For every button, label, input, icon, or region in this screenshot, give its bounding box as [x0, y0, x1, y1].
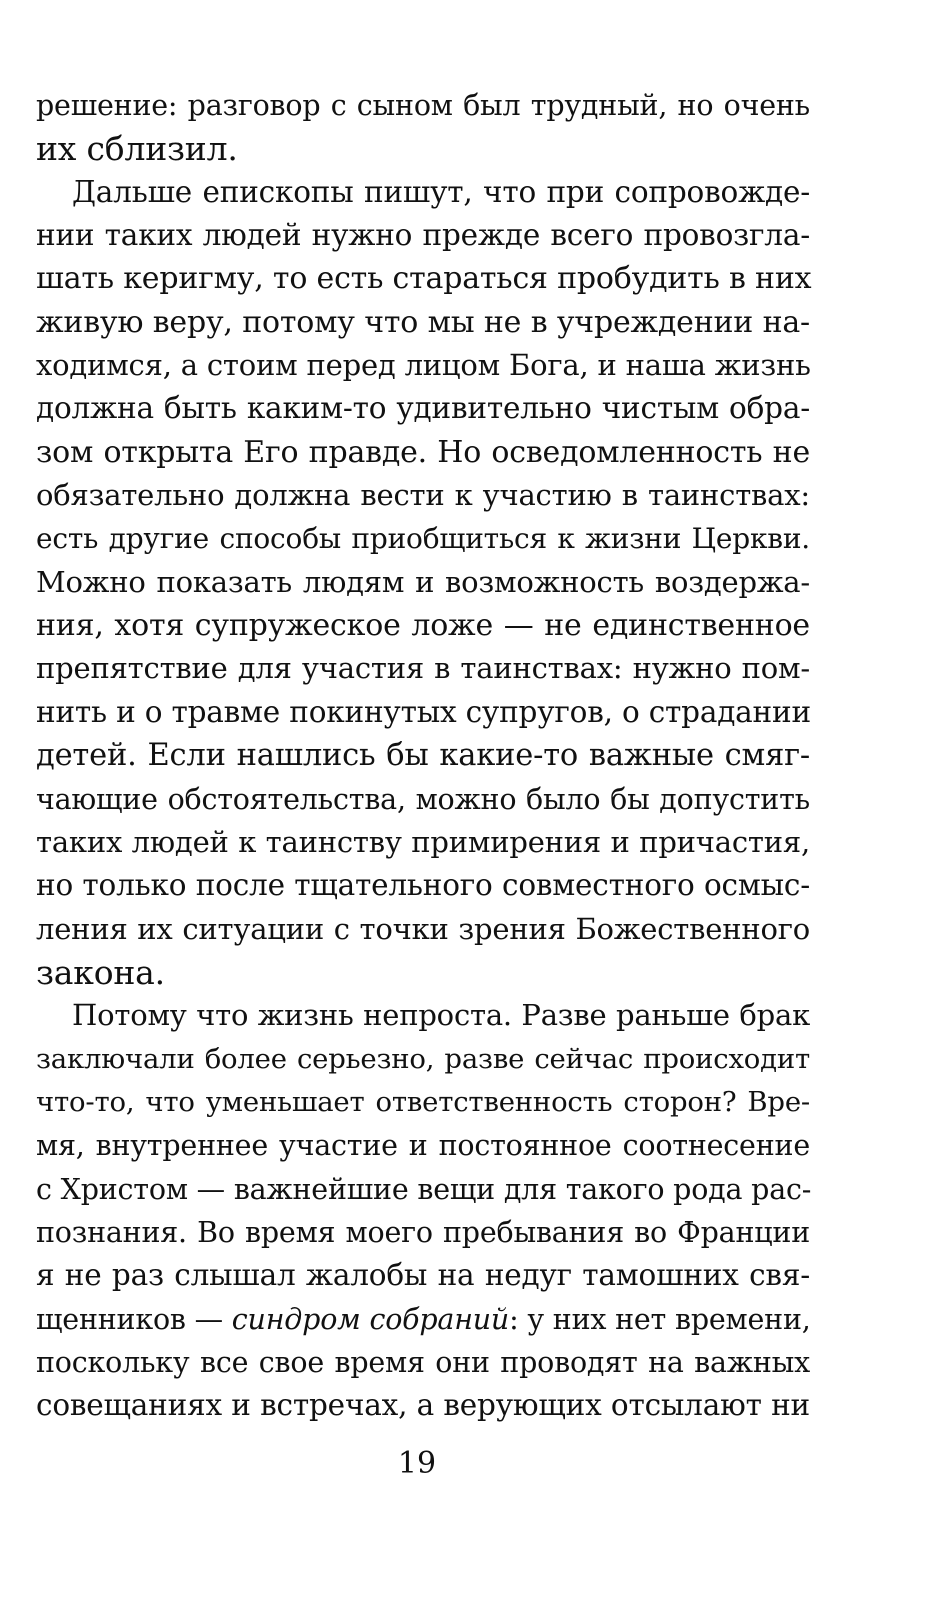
text-line: закона.	[36, 952, 165, 992]
text-run: : у них нет времени,	[509, 1302, 811, 1336]
page-number: 19	[397, 1446, 437, 1481]
text-line: таких людей к таинству примирения и причастия,	[36, 824, 810, 859]
text-line: их сблизил.	[36, 129, 238, 169]
text-line: познания. Во время моего пребывания во Франции	[36, 1215, 810, 1249]
text-line: ления их ситуации с точки зрения Божественного	[36, 911, 810, 946]
text-line: что-то, что уменьшает ответственность сторон? Вре-	[36, 1085, 810, 1118]
text-line: живую веру, потому что мы не в учреждении на-	[36, 304, 810, 340]
text-line: заключали более серьезно, разве сейчас происходит	[36, 1042, 810, 1075]
text-line: ходимся, а стоим перед лицом Бога, и наша жизнь	[36, 348, 811, 383]
text-line: чающие обстоятельства, можно было бы допустить	[36, 782, 810, 816]
text-line: должна быть каким-то удивительно чистым обра-	[36, 391, 810, 426]
text-line: препятствие для участия в таинствах: нужно пом-	[36, 651, 810, 686]
text-run: щенников —	[36, 1302, 232, 1336]
text-line: с Христом — важнейшие вещи для такого рода рас-	[36, 1172, 812, 1206]
text-line: нии таких людей нужно прежде всего провозгла-	[36, 218, 810, 253]
text-line: зом открыта Его правде. Но осведомленность не	[36, 434, 810, 470]
text-line: обязательно должна вести к участию в таинствах:	[36, 478, 810, 513]
text-line: есть другие способы приобщиться к жизни Церкви.	[36, 522, 810, 556]
italic-term: синдром собраний	[231, 1302, 510, 1336]
text-line: совещаниях и встречах, а верующих отсылают ни	[36, 1388, 810, 1423]
text-line: я не раз слышал жалобы на недуг тамошних свя-	[36, 1258, 810, 1293]
text-line: детей. Если нашлись бы какие-то важные смяг-	[36, 738, 810, 774]
body-text	[36, 84, 810, 1428]
text-line: решение: разговор с сыном был трудный, но очень	[36, 89, 810, 122]
text-line: мя, внутреннее участие и постоянное соотнесение	[36, 1129, 810, 1163]
text-line-mixed	[36, 1298, 810, 1341]
text-line: ния, хотя супружеское ложе — не единственное	[36, 608, 810, 644]
text-line: Можно показать людям и возможность воздержа-	[36, 564, 810, 599]
text-line: Дальше епископы пишут, что при сопровожде-	[72, 174, 810, 209]
text-line: шать керигму, то есть стараться пробудить в них	[36, 261, 812, 297]
text-line: но только после тщательного совместного осмыс-	[36, 868, 810, 903]
text-line: Потому что жизнь непроста. Разве раньше брак	[72, 998, 810, 1033]
text-line: нить и о травме покинутых супругов, о страдании	[36, 694, 811, 729]
text-line: поскольку все свое время они проводят на важных	[36, 1345, 810, 1379]
